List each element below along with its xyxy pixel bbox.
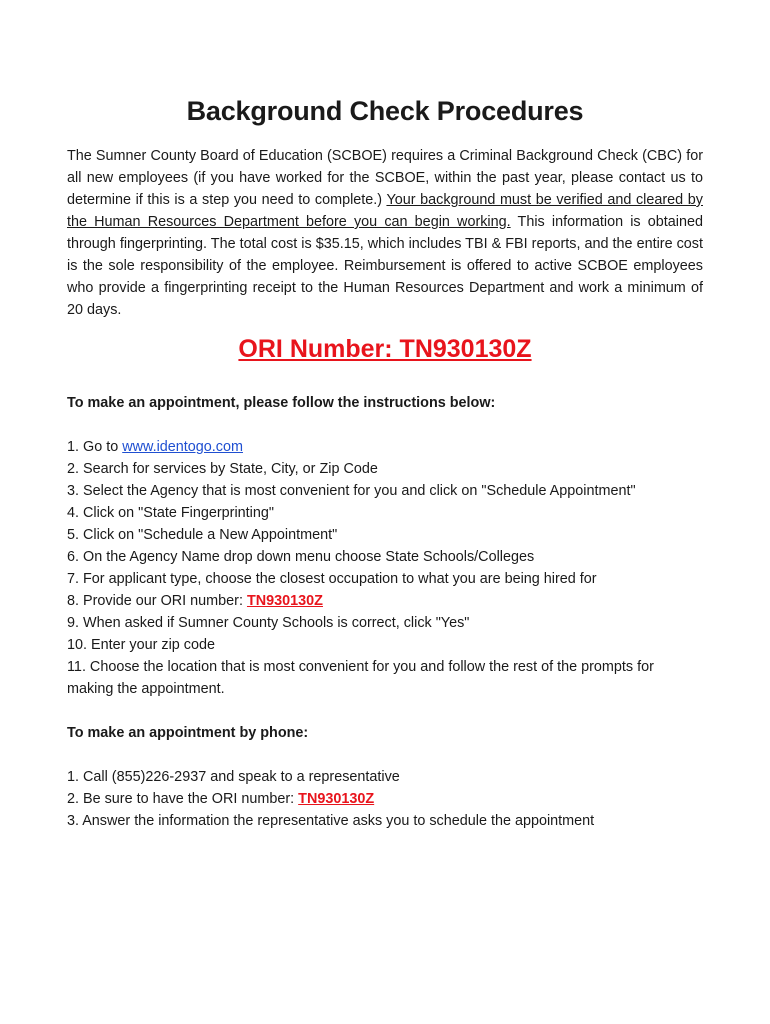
intro-text-1: The Sumner County Board of Education (SCBOE) requires a Criminal Background Check (CBC) for all new employees (if you have worked for the SCBOE, within the past year, please contact us to determine if this is a step you need to complete.) (67, 148, 703, 208)
phone-step-2-text: 2. Be sure to have the ORI number: (67, 791, 299, 807)
online-step-1 (67, 436, 703, 458)
online-instructions-heading: To make an appointment, please follow the instructions below: (67, 395, 496, 411)
online-steps-list (67, 436, 703, 700)
online-step-2: 2. Search for services by State, City, or Zip Code (67, 461, 378, 477)
phone-step-3: 3. Answer the information the representative asks you to schedule the appointment (67, 813, 595, 829)
online-step-3: 3. Select the Agency that is most convenient for you and click on "Schedule Appointment" (67, 483, 636, 499)
phone-step-2 (67, 788, 703, 810)
document-page (67, 96, 703, 854)
ori-number-heading: ORI Number: TN930130Z (238, 335, 532, 363)
phone-step-1: 1. Call (855)226-2937 and speak to a representative (67, 769, 400, 785)
online-step-1-text: 1. Go to (67, 439, 123, 455)
intro-underlined-requirement: Your background must be verified and cleared by the Human Resources Department before you can begin working. (67, 192, 703, 230)
online-step-9: 9. When asked if Sumner County Schools is correct, click "Yes" (67, 615, 470, 631)
online-step-8-text: 8. Provide our ORI number: (67, 593, 247, 609)
ori-number-inline: TN930130Z (246, 593, 323, 609)
intro-text-2: This information is obtained through fingerprinting. The total cost is $35.15, which includes TBI & FBI reports, and the entire cost is the sole responsibility of the employee. Reimbursement is offered to active SCBOE employees who provide a fingerprinting receipt to the Human Resources Department and work a minimum of 20 days. (67, 214, 703, 318)
online-step-8 (67, 590, 703, 612)
ori-number-inline-phone: TN930130Z (298, 791, 375, 807)
online-step-4: 4. Click on "State Fingerprinting" (67, 505, 274, 521)
online-step-5: 5. Click on "Schedule a New Appointment" (67, 527, 338, 543)
page-title: Background Check Procedures (186, 96, 584, 126)
online-step-7: 7. For applicant type, choose the closest occupation to what you are being hired for (67, 571, 597, 587)
phone-instructions-heading: To make an appointment by phone: (67, 725, 309, 741)
online-step-10: 10. Enter your zip code (67, 637, 215, 653)
online-step-11: 11. Choose the location that is most convenient for you and follow the rest of the prompts for making the appointment. (67, 659, 654, 697)
identogo-link[interactable]: www.identogo.com (122, 439, 243, 455)
online-step-6: 6. On the Agency Name drop down menu choose State Schools/Colleges (67, 549, 535, 565)
intro-paragraph (67, 145, 703, 321)
phone-steps-list (67, 766, 703, 832)
